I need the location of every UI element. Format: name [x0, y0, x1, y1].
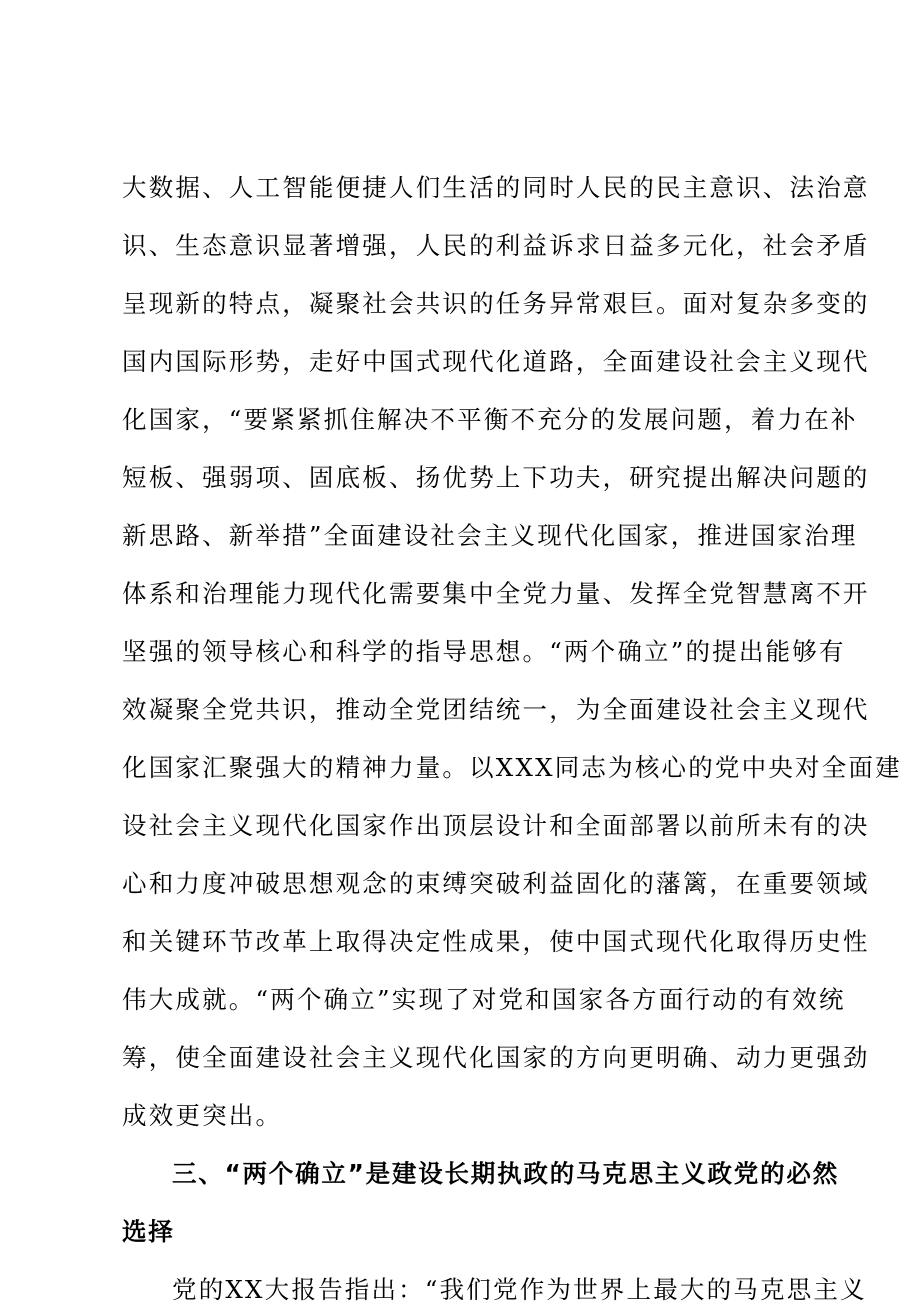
heading-line: 三、“两个确立”是建设长期执政的马克思主义政党的必然 [172, 1159, 840, 1188]
paragraph-line: 和关键环节改革上取得决定性成果，使中国式现代化取得历史性 [122, 927, 870, 956]
paragraph-line: 坚强的领导核心和科学的指导思想。“两个确立”的提出能够有 [122, 637, 846, 666]
paragraph-line: 伟大成就。“两个确立”实现了对党和国家各方面行动的有效统 [122, 985, 846, 1014]
paragraph-line: 呈现新的特点，凝聚社会共识的任务异常艰巨。面对复杂多变的 [122, 289, 870, 318]
heading-line: 选择 [122, 1217, 175, 1246]
paragraph-line: 化国家汇聚强大的精神力量。以XXX同志为核心的党中央对全面建 [122, 753, 902, 782]
paragraph-line: 化国家，“要紧紧抓住解决不平衡不充分的发展问题，着力在补 [122, 405, 858, 434]
paragraph-line: 新思路、新举措”全面建设社会主义现代化国家，推进国家治理 [122, 521, 858, 550]
paragraph-line: 成效更突出。 [122, 1101, 283, 1130]
paragraph-line: 心和力度冲破思想观念的束缚突破利益固化的藩篱，在重要领域 [122, 869, 870, 898]
paragraph-line: 设社会主义现代化国家作出顶层设计和全面部署以前所未有的决 [122, 811, 870, 840]
paragraph-line: 识、生态意识显著增强，人民的利益诉求日益多元化，社会矛盾 [122, 231, 870, 260]
paragraph-line: 效凝聚全党共识，推动全党团结统一，为全面建设社会主义现代 [122, 695, 870, 724]
paragraph-line: 国内国际形势，走好中国式现代化道路，全面建设社会主义现代 [122, 347, 870, 376]
paragraph-line: 大数据、人工智能便捷人们生活的同时人民的民主意识、法治意 [122, 173, 870, 202]
paragraph-line: 党的XX大报告指出：“我们党作为世界上最大的马克思主义 [172, 1275, 867, 1304]
paragraph-line: 短板、强弱项、固底板、扬优势上下功夫，研究提出解决问题的 [122, 463, 870, 492]
paragraph-line: 体系和治理能力现代化需要集中全党力量、发挥全党智慧离不开 [122, 579, 870, 608]
paragraph-line: 筹，使全面建设社会主义现代化国家的方向更明确、动力更强劲 [122, 1043, 870, 1072]
